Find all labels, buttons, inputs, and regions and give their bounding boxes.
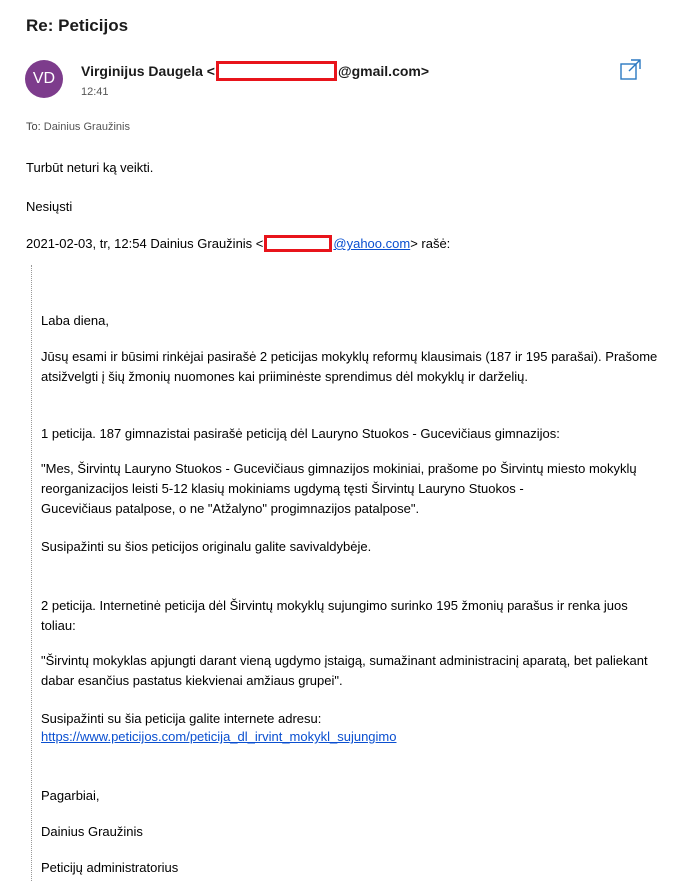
petition-1-note: Susipažinti su šios peticijos originalu galite savivaldybėje. [41, 539, 372, 554]
sender-line [81, 61, 429, 81]
quote-header-suffix: > rašė: [410, 236, 451, 251]
petition-1-title: 1 peticija. 187 gimnazistai pasirašė peticiją dėl Lauryno Stuokos - Gucevičiaus gimnazijos: [41, 426, 560, 441]
sender-email-suffix: @gmail.com> [337, 63, 430, 79]
body-line-1: Turbūt neturi ką veikti. [26, 160, 154, 175]
open-in-new-window-icon[interactable] [620, 58, 642, 80]
avatar[interactable]: VD [25, 60, 63, 98]
petition-2-link[interactable]: https://www.peticijos.com/peticija_dl_irvint_mokykl_sujungimo [41, 729, 397, 744]
recipient-name[interactable]: Dainius Graužinis [43, 121, 130, 133]
petition-1-text-line-2: reorganizacijos leisti 5-12 klasių mokiniams ugdymą tęsti Širvintų Lauryno Stuokos - [41, 481, 524, 496]
quote-header [26, 235, 450, 252]
sender-name[interactable]: Virginijus Daugela [81, 63, 203, 79]
petition-1-text-line-3: Gucevičiaus patalpose, o ne "Atžalyno" progimnazijos patalpose". [41, 501, 420, 516]
petition-2-text: "Širvintų mokyklas apjungti darant vieną ugdymo įstaigą, sumažinant administracinį aparatą, bet paliekant dabar esančius pastatus kiekvienai amžiaus grupei". [41, 653, 648, 688]
body-line-2: Nesiųsti [26, 199, 73, 214]
petition-2-link-wrap [41, 727, 666, 747]
email-subject: Re: Peticijos [26, 16, 129, 35]
quote-bar [31, 265, 32, 881]
quote-header-prefix: 2021-02-03, tr, 12:54 Dainius Graužinis < [26, 236, 264, 251]
signature-title: Peticijų administratorius [41, 860, 179, 875]
recipients [26, 121, 130, 133]
quote-greeting: Laba diena, [41, 313, 109, 328]
signature-name: Dainius Graužinis [41, 824, 143, 839]
quote-email-link[interactable]: @yahoo.com [333, 236, 411, 251]
petition-2-note: Susipažinti su šia peticija galite internete adresu: [41, 711, 322, 726]
petition-1-text-line-1: "Mes, Širvintų Lauryno Stuokos - Gucevičiaus gimnazijos mokiniai, prašome po Širvintų miesto mokyklų [41, 461, 637, 476]
redaction-box [264, 235, 332, 252]
closing: Pagarbiai, [41, 788, 100, 803]
to-label: To: [26, 121, 41, 133]
sender-bracket: < [206, 63, 215, 79]
redaction-box [216, 61, 337, 81]
quote-paragraph-1: Jūsų esami ir būsimi rinkėjai pasirašė 2 peticijas mokyklų reformų klausimais (187 ir 195 parašai). Prašome atsižvelgti į šių žmonių nuomones kai priiminėste sprendimus dėl mokyklų ir darželių. [41, 349, 658, 384]
message-time: 12:41 [81, 86, 109, 98]
petition-2-title: 2 peticija. Internetinė peticija dėl Širvintų mokyklų sujungimo surinko 195 žmonių parašus ir renka juos toliau: [41, 598, 628, 633]
